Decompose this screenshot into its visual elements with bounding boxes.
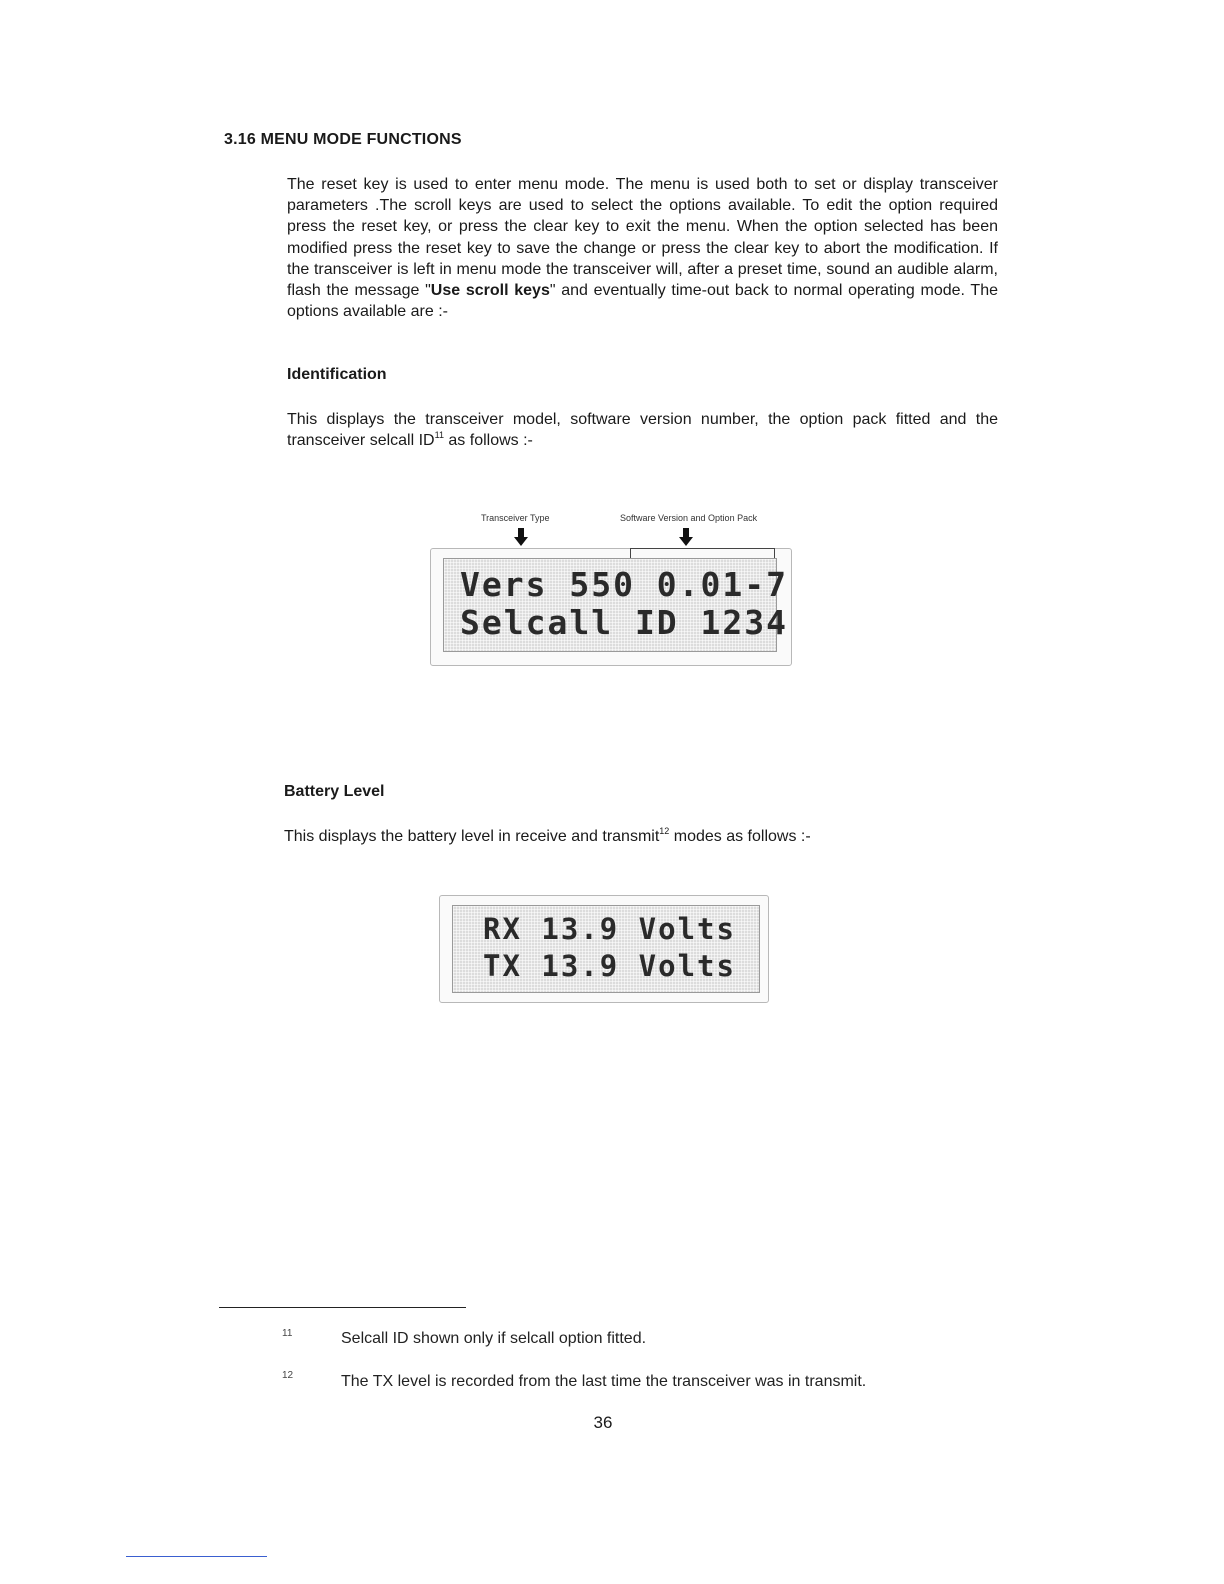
battery-text-end: modes as follows :-	[669, 828, 811, 845]
identification-paragraph	[287, 409, 998, 451]
lcd-line-2: Selcall ID 1234	[460, 603, 789, 642]
software-version-label: Software Version and Option Pack	[620, 513, 758, 523]
footnote-number: 12	[282, 1370, 294, 1381]
battery-paragraph	[284, 826, 995, 847]
footnote-text: Selcall ID shown only if selcall option fitted.	[341, 1330, 647, 1347]
battery-text-start: This displays the battery level in receive and transmit	[284, 828, 660, 845]
identification-text-end: as follows :-	[443, 432, 533, 450]
down-arrow-icon	[679, 528, 693, 546]
identification-heading: Identification	[287, 366, 387, 383]
footnote-divider	[219, 1307, 466, 1308]
lcd-line-1: Vers 550 0.01-7	[460, 565, 789, 604]
footnote-ref-12: 12	[659, 826, 670, 836]
identification-text-start: This displays the transceiver model, software version number, the option pack fitted and the transceiver selcall ID	[287, 411, 998, 450]
footnote-ref-11: 11	[434, 430, 444, 441]
decorative-rule	[126, 1556, 267, 1557]
identification-lcd-screen	[443, 558, 789, 652]
transceiver-type-label: Transceiver Type	[481, 513, 550, 523]
footnote-text: The TX level is recorded from the last time the transceiver was in transmit.	[341, 1373, 867, 1390]
battery-heading: Battery Level	[284, 783, 385, 800]
intro-text-end: " and eventually time-out back to normal operating mode. The options available are :-	[287, 282, 998, 321]
down-arrow-icon	[514, 528, 528, 546]
lcd-line-2: TX 13.9 Volts	[483, 949, 736, 983]
intro-bold-message: Use scroll keys	[430, 282, 550, 300]
section-title: 3.16 MENU MODE FUNCTIONS	[224, 131, 462, 148]
battery-lcd-screen	[452, 905, 760, 993]
page-number: 36	[593, 1413, 613, 1432]
intro-paragraph	[287, 174, 998, 322]
intro-text-start: The reset key is used to enter menu mode. The menu is used both to set or display transceiver parameters .The scroll keys are used to select the options available. To edit the option required press the reset key, or press the clear key to exit the menu. When the option selected has been modified press the reset key to save the change or press the clear key to abort the modification. If the transceiver is left in menu mode the transceiver will, after a preset time, sound an audible alarm, flash the message "	[287, 176, 998, 300]
footnote-number: 11	[282, 1328, 293, 1339]
lcd-line-1: RX 13.9 Volts	[483, 912, 736, 946]
